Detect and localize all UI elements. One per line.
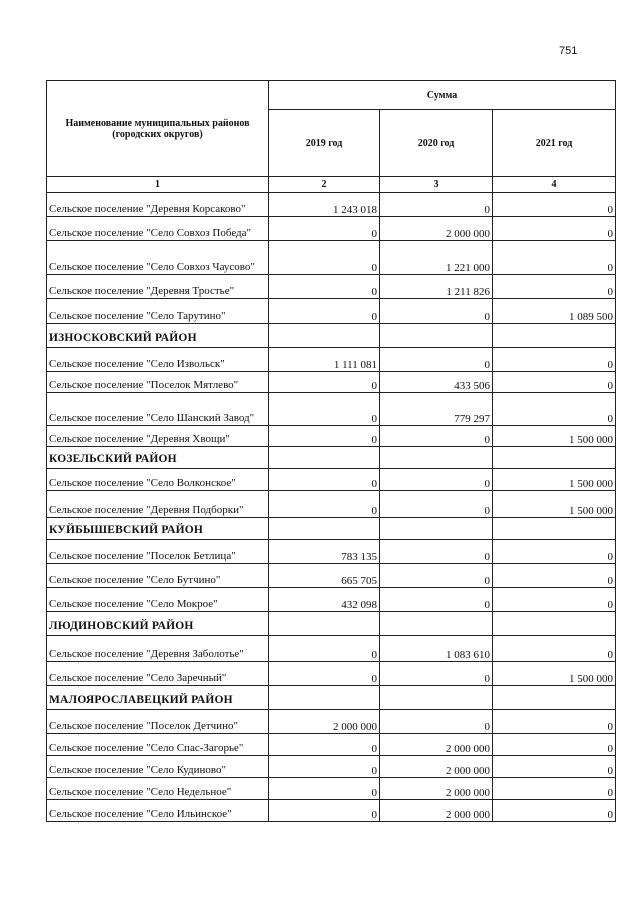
region-header-row xyxy=(47,447,616,469)
table-body xyxy=(47,193,616,822)
table-row xyxy=(47,734,616,756)
amount-2019: 0 xyxy=(269,217,380,241)
empty-cell xyxy=(380,612,493,636)
table-row xyxy=(47,275,616,299)
amount-2020: 779 297 xyxy=(380,393,493,426)
amount-2019: 432 098 xyxy=(269,588,380,612)
amount-2021: 0 xyxy=(493,564,616,588)
amount-2020: 0 xyxy=(380,588,493,612)
amount-2021: 1 089 500 xyxy=(493,299,616,324)
amount-2019: 2 000 000 xyxy=(269,710,380,734)
column-number-1: 1 xyxy=(47,177,269,193)
table-row xyxy=(47,800,616,822)
settlement-name: Сельское поселение "Деревня Подборки" xyxy=(47,491,269,518)
column-number-3: 3 xyxy=(380,177,493,193)
settlement-name: Сельское поселение "Село Шанский Завод" xyxy=(47,393,269,426)
amount-2020: 0 xyxy=(380,348,493,372)
header-year-2019: 2019 год xyxy=(269,110,380,177)
amount-2019: 0 xyxy=(269,778,380,800)
settlement-name: Сельское поселение "Село Недельное" xyxy=(47,778,269,800)
amount-2021: 0 xyxy=(493,393,616,426)
amount-2019: 0 xyxy=(269,800,380,822)
table-row xyxy=(47,193,616,217)
amount-2020: 2 000 000 xyxy=(380,217,493,241)
settlement-name: Сельское поселение "Поселок Детчино" xyxy=(47,710,269,734)
settlement-name: Сельское поселение "Деревня Тростье" xyxy=(47,275,269,299)
table-row xyxy=(47,710,616,734)
settlement-name: Сельское поселение "Село Спас-Загорье" xyxy=(47,734,269,756)
amount-2020: 0 xyxy=(380,426,493,447)
settlement-name: Сельское поселение "Село Тарутино" xyxy=(47,299,269,324)
amount-2020: 0 xyxy=(380,662,493,686)
amount-2021: 0 xyxy=(493,734,616,756)
page-number: 751 xyxy=(559,45,578,57)
table-row xyxy=(47,217,616,241)
table-row xyxy=(47,393,616,426)
amount-2021: 0 xyxy=(493,710,616,734)
amount-2019: 0 xyxy=(269,372,380,393)
region-name: ИЗНОСКОВСКИЙ РАЙОН xyxy=(47,324,269,348)
empty-cell xyxy=(493,447,616,469)
table-row xyxy=(47,348,616,372)
column-number-4: 4 xyxy=(493,177,616,193)
region-header-row xyxy=(47,324,616,348)
header-sum: Сумма xyxy=(269,81,616,110)
amount-2021: 0 xyxy=(493,217,616,241)
amount-2020: 0 xyxy=(380,540,493,564)
empty-cell xyxy=(269,324,380,348)
empty-cell xyxy=(493,612,616,636)
settlement-name: Сельское поселение "Село Волконское" xyxy=(47,469,269,491)
table-row xyxy=(47,299,616,324)
table-row xyxy=(47,778,616,800)
region-header-row xyxy=(47,518,616,540)
amount-2020: 0 xyxy=(380,710,493,734)
settlement-name: Сельское поселение "Деревня Корсаково" xyxy=(47,193,269,217)
amount-2020: 1 221 000 xyxy=(380,241,493,275)
amount-2021: 0 xyxy=(493,275,616,299)
region-header-row xyxy=(47,612,616,636)
region-name: КОЗЕЛЬСКИЙ РАЙОН xyxy=(47,447,269,469)
empty-cell xyxy=(493,518,616,540)
settlement-name: Сельское поселение "Село Извольск" xyxy=(47,348,269,372)
empty-cell xyxy=(380,686,493,710)
amount-2021: 0 xyxy=(493,540,616,564)
amount-2020: 0 xyxy=(380,299,493,324)
amount-2019: 0 xyxy=(269,426,380,447)
settlement-name: Сельское поселение "Деревня Хвощи" xyxy=(47,426,269,447)
amount-2019: 1 243 018 xyxy=(269,193,380,217)
region-name: КУЙБЫШЕВСКИЙ РАЙОН xyxy=(47,518,269,540)
amount-2019: 0 xyxy=(269,393,380,426)
amount-2021: 0 xyxy=(493,348,616,372)
table-row xyxy=(47,540,616,564)
settlement-name: Сельское поселение "Поселок Мятлево" xyxy=(47,372,269,393)
column-number-2: 2 xyxy=(269,177,380,193)
amount-2021: 0 xyxy=(493,193,616,217)
amount-2019: 0 xyxy=(269,491,380,518)
header-year-2020: 2020 год xyxy=(380,110,493,177)
amount-2019: 0 xyxy=(269,241,380,275)
amount-2021: 1 500 000 xyxy=(493,491,616,518)
region-name: МАЛОЯРОСЛАВЕЦКИЙ РАЙОН xyxy=(47,686,269,710)
empty-cell xyxy=(380,447,493,469)
empty-cell xyxy=(493,686,616,710)
amount-2020: 0 xyxy=(380,564,493,588)
table-row xyxy=(47,241,616,275)
table-header xyxy=(47,81,616,193)
empty-cell xyxy=(269,518,380,540)
settlement-name: Сельское поселение "Деревня Заболотье" xyxy=(47,636,269,662)
amount-2021: 0 xyxy=(493,756,616,778)
region-name: ЛЮДИНОВСКИЙ РАЙОН xyxy=(47,612,269,636)
amount-2021: 0 xyxy=(493,241,616,275)
budget-table xyxy=(46,80,616,822)
empty-cell xyxy=(269,447,380,469)
table-row xyxy=(47,636,616,662)
header-name-column: Наименование муниципальных районов (городских округов) xyxy=(47,81,269,177)
table-row xyxy=(47,426,616,447)
table-row xyxy=(47,491,616,518)
table-row xyxy=(47,662,616,686)
amount-2020: 1 083 610 xyxy=(380,636,493,662)
amount-2021: 0 xyxy=(493,778,616,800)
table-row xyxy=(47,372,616,393)
empty-cell xyxy=(380,518,493,540)
amount-2021: 0 xyxy=(493,588,616,612)
amount-2019: 783 135 xyxy=(269,540,380,564)
empty-cell xyxy=(269,686,380,710)
amount-2020: 2 000 000 xyxy=(380,778,493,800)
amount-2021: 1 500 000 xyxy=(493,662,616,686)
amount-2021: 0 xyxy=(493,800,616,822)
amount-2021: 0 xyxy=(493,372,616,393)
amount-2020: 1 211 826 xyxy=(380,275,493,299)
amount-2019: 665 705 xyxy=(269,564,380,588)
table-row xyxy=(47,756,616,778)
settlement-name: Сельское поселение "Село Кудиново" xyxy=(47,756,269,778)
amount-2019: 0 xyxy=(269,756,380,778)
settlement-name: Сельское поселение "Село Ильинское" xyxy=(47,800,269,822)
table-row xyxy=(47,469,616,491)
amount-2021: 1 500 000 xyxy=(493,426,616,447)
amount-2019: 0 xyxy=(269,662,380,686)
empty-cell xyxy=(269,612,380,636)
amount-2020: 2 000 000 xyxy=(380,756,493,778)
amount-2020: 0 xyxy=(380,193,493,217)
empty-cell xyxy=(380,324,493,348)
settlement-name: Сельское поселение "Село Совхоз Победа" xyxy=(47,217,269,241)
settlement-name: Сельское поселение "Поселок Бетлица" xyxy=(47,540,269,564)
settlement-name: Сельское поселение "Село Мокрое" xyxy=(47,588,269,612)
amount-2021: 1 500 000 xyxy=(493,469,616,491)
amount-2020: 2 000 000 xyxy=(380,800,493,822)
table-row xyxy=(47,564,616,588)
table-row xyxy=(47,588,616,612)
amount-2020: 0 xyxy=(380,469,493,491)
empty-cell xyxy=(493,324,616,348)
amount-2020: 433 506 xyxy=(380,372,493,393)
settlement-name: Сельское поселение "Село Совхоз Чаусово" xyxy=(47,241,269,275)
amount-2019: 0 xyxy=(269,636,380,662)
settlement-name: Сельское поселение "Село Заречный" xyxy=(47,662,269,686)
amount-2019: 0 xyxy=(269,469,380,491)
amount-2019: 1 111 081 xyxy=(269,348,380,372)
header-year-2021: 2021 год xyxy=(493,110,616,177)
amount-2020: 2 000 000 xyxy=(380,734,493,756)
amount-2019: 0 xyxy=(269,299,380,324)
settlement-name: Сельское поселение "Село Бутчино" xyxy=(47,564,269,588)
amount-2019: 0 xyxy=(269,734,380,756)
region-header-row xyxy=(47,686,616,710)
amount-2020: 0 xyxy=(380,491,493,518)
amount-2021: 0 xyxy=(493,636,616,662)
amount-2019: 0 xyxy=(269,275,380,299)
